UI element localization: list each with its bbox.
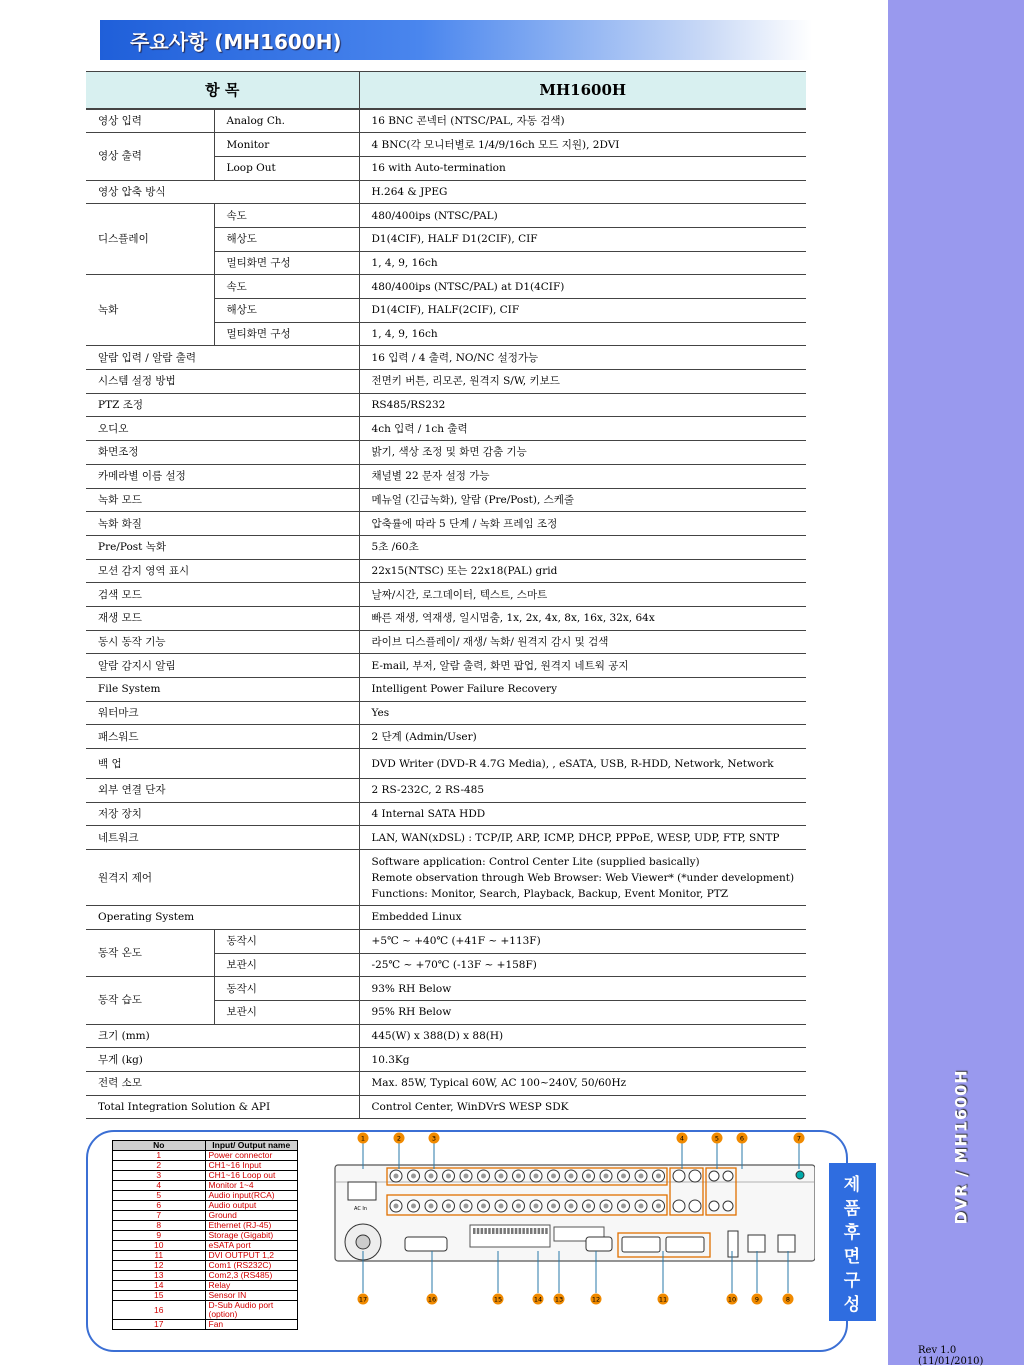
io-no: 11	[113, 1251, 206, 1261]
spec-row	[86, 393, 806, 417]
io-no: 5	[113, 1191, 206, 1201]
bnc-monitor	[673, 1170, 685, 1182]
spec-row	[86, 802, 806, 826]
spec-item: 원격지 제어	[86, 850, 359, 906]
spec-header-row	[86, 72, 806, 110]
spec-item: 알람 입력 / 알람 출력	[86, 346, 359, 370]
io-row	[113, 1171, 298, 1181]
io-row	[113, 1241, 298, 1251]
spec-value: RS485/RS232	[359, 393, 806, 417]
header-item: 항 목	[86, 72, 359, 110]
marker-label: 12	[591, 1295, 601, 1304]
spec-value: 1, 4, 9, 16ch	[359, 251, 806, 275]
bnc-loop-center	[621, 1204, 626, 1209]
bnc-input-center	[656, 1174, 661, 1179]
spec-value: 메뉴얼 (긴급녹화), 알람 (Pre/Post), 스케줄	[359, 488, 806, 512]
spec-value: +5℃ ~ +40℃ (+41F ~ +113F)	[359, 929, 806, 953]
marker-label: 17	[358, 1295, 368, 1304]
spec-subitem: Analog Ch.	[214, 109, 359, 133]
spec-row	[86, 109, 806, 133]
spec-item: 재생 모드	[86, 606, 359, 630]
io-name: Fan	[205, 1320, 298, 1330]
io-name: Com1 (RS232C)	[205, 1261, 298, 1271]
bnc-loop-center	[516, 1204, 521, 1209]
spec-item: 네트워크	[86, 826, 359, 850]
terminal-pin	[534, 1228, 537, 1234]
io-row	[113, 1320, 298, 1330]
io-row	[113, 1271, 298, 1281]
bnc-loop-center	[586, 1204, 591, 1209]
io-name: Power connector	[205, 1151, 298, 1161]
spec-row	[86, 441, 806, 465]
io-header-name: Input/ Output name	[205, 1141, 298, 1151]
spec-value: 날짜/시간, 로그데이터, 텍스트, 스마트	[359, 583, 806, 607]
marker-label: 6	[739, 1134, 745, 1143]
spec-value: 480/400ips (NTSC/PAL) at D1(4CIF)	[359, 275, 806, 299]
spec-row	[86, 906, 806, 930]
bnc-loop-center	[639, 1204, 644, 1209]
io-name: CH1~16 Loop out	[205, 1171, 298, 1181]
spec-row	[86, 977, 806, 1001]
spec-row	[86, 826, 806, 850]
terminal-pin	[526, 1228, 529, 1234]
io-no: 17	[113, 1320, 206, 1330]
spec-subitem: 해상도	[214, 227, 359, 251]
io-row	[113, 1261, 298, 1271]
spec-item: 디스플레이	[86, 204, 214, 275]
bnc-input-center	[586, 1174, 591, 1179]
io-row	[113, 1211, 298, 1221]
io-no: 8	[113, 1221, 206, 1231]
io-name: Storage (Gigabit)	[205, 1231, 298, 1241]
io-no: 9	[113, 1231, 206, 1241]
spec-value: Control Center, WinDVrS WESP SDK	[359, 1095, 806, 1119]
spec-item: 외부 연결 단자	[86, 779, 359, 803]
bnc-input-center	[639, 1174, 644, 1179]
terminal-pin	[481, 1228, 484, 1234]
io-no: 1	[113, 1151, 206, 1161]
spec-value: Intelligent Power Failure Recovery	[359, 678, 806, 702]
bnc-input-center	[394, 1174, 399, 1179]
header-model: MH1600H	[359, 72, 806, 110]
terminal-pin	[522, 1228, 525, 1234]
spec-subitem: Monitor	[214, 133, 359, 157]
spec-item: 패스워드	[86, 725, 359, 749]
io-no: 14	[113, 1281, 206, 1291]
spec-row	[86, 606, 806, 630]
io-no: 4	[113, 1181, 206, 1191]
ac-in-label: AC In	[354, 1206, 368, 1212]
io-row	[113, 1291, 298, 1301]
marker-label: 13	[554, 1295, 564, 1304]
spec-value: 4ch 입력 / 1ch 출력	[359, 417, 806, 441]
spec-value: D1(4CIF), HALF D1(2CIF), CIF	[359, 227, 806, 251]
bnc-loop-center	[411, 1204, 416, 1209]
spec-subitem: 멀티화면 구성	[214, 322, 359, 346]
spec-value: 채널별 22 문자 설정 가능	[359, 464, 806, 488]
ethernet-port	[778, 1235, 795, 1252]
dsub-audio	[405, 1237, 447, 1251]
spec-row	[86, 512, 806, 536]
io-no: 2	[113, 1161, 206, 1171]
spec-row	[86, 678, 806, 702]
spec-item: 동작 습도	[86, 977, 214, 1024]
spec-item: 녹화 모드	[86, 488, 359, 512]
spec-item: Operating System	[86, 906, 359, 930]
bnc-input-center	[604, 1174, 609, 1179]
spec-value: LAN, WAN(xDSL) : TCP/IP, ARP, ICMP, DHCP, PPPoE, WESP, UDP, FTP, SNTP	[359, 826, 806, 850]
spec-row	[86, 133, 806, 157]
spec-subitem: 해상도	[214, 299, 359, 323]
terminal-pin	[488, 1228, 491, 1234]
rca-audio	[723, 1171, 733, 1181]
io-row	[113, 1161, 298, 1171]
io-name: Monitor 1~4	[205, 1181, 298, 1191]
rear-panel-diagram	[330, 1127, 815, 1305]
revision-label: Rev 1.0 (11/01/2010)	[918, 1345, 984, 1367]
bnc-loop-center	[464, 1204, 469, 1209]
spec-value: -25℃ ~ +70℃ (-13F ~ +158F)	[359, 953, 806, 977]
page-title: 주요사항 (MH1600H)	[130, 30, 342, 54]
spec-row	[86, 370, 806, 394]
io-row	[113, 1301, 298, 1320]
terminal-pin	[507, 1228, 510, 1234]
spec-value: 22x15(NTSC) 또는 22x18(PAL) grid	[359, 559, 806, 583]
spec-row	[86, 180, 806, 204]
spec-item: PTZ 조정	[86, 393, 359, 417]
spec-value: Max. 85W, Typical 60W, AC 100~240V, 50/60Hz	[359, 1071, 806, 1095]
dvi-port	[622, 1237, 660, 1252]
spec-row	[86, 1095, 806, 1119]
spec-item: Pre/Post 녹화	[86, 535, 359, 559]
spec-subitem: 속도	[214, 275, 359, 299]
spec-table	[86, 71, 806, 1119]
terminal-pin	[511, 1228, 514, 1234]
spec-value: 전면키 버튼, 리모콘, 원격지 S/W, 키보드	[359, 370, 806, 394]
spec-subitem: Loop Out	[214, 156, 359, 180]
spec-value-line: Functions: Monitor, Search, Playback, Backup, Event Monitor, PTZ	[371, 887, 729, 900]
io-name: Ethernet (RJ-45)	[205, 1221, 298, 1231]
spec-value: 10.3Kg	[359, 1048, 806, 1072]
io-name: eSATA port	[205, 1241, 298, 1251]
io-no: 13	[113, 1271, 206, 1281]
io-name: Ground	[205, 1211, 298, 1221]
io-name: D-Sub Audio port (option)	[205, 1301, 298, 1320]
marker-label: 10	[727, 1295, 737, 1304]
bnc-input-center	[499, 1174, 504, 1179]
spec-value: 라이브 디스플레이/ 재생/ 녹화/ 원격지 감시 및 검색	[359, 630, 806, 654]
spec-item: 동작 온도	[86, 929, 214, 976]
marker-label: 1	[360, 1134, 366, 1143]
io-no: 3	[113, 1171, 206, 1181]
spec-value: Embedded Linux	[359, 906, 806, 930]
spec-item: 화면조정	[86, 441, 359, 465]
spec-row	[86, 204, 806, 228]
spec-value: 93% RH Below	[359, 977, 806, 1001]
spec-value: Yes	[359, 701, 806, 725]
bnc-input-center	[516, 1174, 521, 1179]
terminal-pin	[492, 1228, 495, 1234]
io-name: CH1~16 Input	[205, 1161, 298, 1171]
storage-port	[748, 1235, 765, 1252]
spec-row	[86, 559, 806, 583]
spec-row	[86, 1071, 806, 1095]
bnc-input-center	[464, 1174, 469, 1179]
spec-item: 녹화	[86, 275, 214, 346]
spec-subitem: 멀티화면 구성	[214, 251, 359, 275]
bnc-input-center	[621, 1174, 626, 1179]
spec-value: 압축률에 따라 5 단계 / 녹화 프레임 조정	[359, 512, 806, 536]
io-name: Relay	[205, 1281, 298, 1291]
dvi-port	[666, 1237, 704, 1252]
spec-value: 밝기, 색상 조정 및 화면 감춤 기능	[359, 441, 806, 465]
spec-value	[359, 850, 806, 906]
io-table	[112, 1140, 298, 1330]
bnc-loop-center	[394, 1204, 399, 1209]
spec-subitem: 보관시	[214, 1000, 359, 1024]
bnc-loop-center	[499, 1204, 504, 1209]
bnc-loop-center	[551, 1204, 556, 1209]
spec-value: 480/400ips (NTSC/PAL)	[359, 204, 806, 228]
rca-audio	[709, 1201, 719, 1211]
spec-subitem: 동작시	[214, 977, 359, 1001]
spec-row	[86, 779, 806, 803]
spec-item: 오디오	[86, 417, 359, 441]
marker-label: 9	[754, 1295, 760, 1304]
spec-row	[86, 630, 806, 654]
spec-row	[86, 346, 806, 370]
marker-label: 5	[714, 1134, 720, 1143]
spec-item: 무게 (kg)	[86, 1048, 359, 1072]
io-row	[113, 1281, 298, 1291]
marker-label: 7	[796, 1134, 802, 1143]
spec-value: D1(4CIF), HALF(2CIF), CIF	[359, 299, 806, 323]
bnc-input-center	[446, 1174, 451, 1179]
fan-hub	[356, 1235, 370, 1249]
marker-label: 15	[493, 1295, 503, 1304]
spec-subitem: 동작시	[214, 929, 359, 953]
terminal-pin	[541, 1228, 544, 1234]
terminal-pin	[503, 1228, 506, 1234]
terminal-pin	[473, 1228, 476, 1234]
bnc-input-center	[534, 1174, 539, 1179]
spec-item: 영상 압축 방식	[86, 180, 359, 204]
io-row	[113, 1251, 298, 1261]
spec-row	[86, 1048, 806, 1072]
spec-row	[86, 464, 806, 488]
spec-value: 5초 /60초	[359, 535, 806, 559]
bnc-loop-center	[446, 1204, 451, 1209]
spec-row	[86, 488, 806, 512]
marker-label: 2	[396, 1134, 402, 1143]
bnc-loop-center	[429, 1204, 434, 1209]
spec-value: 16 with Auto-termination	[359, 156, 806, 180]
io-name: Audio output	[205, 1201, 298, 1211]
spec-row	[86, 417, 806, 441]
product-tab	[829, 1163, 876, 1321]
terminal-pin	[484, 1228, 487, 1234]
spec-item: 검색 모드	[86, 583, 359, 607]
rca-audio	[709, 1171, 719, 1181]
terminal-pin	[538, 1228, 541, 1234]
spec-value: 4 Internal SATA HDD	[359, 802, 806, 826]
io-row	[113, 1181, 298, 1191]
spec-row	[86, 654, 806, 678]
spec-item: 저장 장치	[86, 802, 359, 826]
spec-value: 445(W) x 388(D) x 88(H)	[359, 1024, 806, 1048]
io-no: 6	[113, 1201, 206, 1211]
spec-row	[86, 583, 806, 607]
spec-value: 빠른 재생, 역재생, 일시멈춤, 1x, 2x, 4x, 8x, 16x, 32x, 64x	[359, 606, 806, 630]
spec-value: DVD Writer (DVD-R 4.7G Media), , eSATA, USB, R-HDD, Network, Network	[359, 749, 806, 779]
terminal-pin	[496, 1228, 499, 1234]
title-bar	[100, 20, 812, 60]
io-header-no: No	[113, 1141, 206, 1151]
spec-value: 2 단계 (Admin/User)	[359, 725, 806, 749]
bnc-loop-center	[481, 1204, 486, 1209]
spec-value-line: Software application: Control Center Lite (supplied basically)	[371, 855, 700, 868]
bnc-monitor	[673, 1200, 685, 1212]
spec-item: File System	[86, 678, 359, 702]
spec-item: 크기 (mm)	[86, 1024, 359, 1048]
spec-row	[86, 535, 806, 559]
io-no: 10	[113, 1241, 206, 1251]
marker-label: 16	[427, 1295, 437, 1304]
spec-item: 영상 출력	[86, 133, 214, 180]
spec-item: 워터마크	[86, 701, 359, 725]
terminal-pin	[500, 1228, 503, 1234]
terminal-pin	[519, 1228, 522, 1234]
io-no: 12	[113, 1261, 206, 1271]
spec-item: 녹화 화질	[86, 512, 359, 536]
io-name: Audio input(RCA)	[205, 1191, 298, 1201]
spec-subitem: 보관시	[214, 953, 359, 977]
terminal-pin	[530, 1228, 533, 1234]
terminal-pin	[515, 1228, 518, 1234]
io-no: 7	[113, 1211, 206, 1221]
ground	[796, 1171, 804, 1179]
spec-item: 백 업	[86, 749, 359, 779]
bnc-monitor	[689, 1170, 701, 1182]
spec-value-line: Remote observation through Web Browser: Web Viewer* (*under development)	[371, 871, 795, 884]
bnc-input-center	[569, 1174, 574, 1179]
spec-subitem: 속도	[214, 204, 359, 228]
io-no: 15	[113, 1291, 206, 1301]
bnc-loop-center	[604, 1204, 609, 1209]
marker-label: 14	[533, 1295, 543, 1304]
power-connector	[348, 1182, 376, 1200]
terminal-pin	[545, 1228, 548, 1234]
spec-value: 16 입력 / 4 출력, NO/NC 설정가능	[359, 346, 806, 370]
spec-value: 95% RH Below	[359, 1000, 806, 1024]
spec-item: 전력 소모	[86, 1071, 359, 1095]
spec-row	[86, 701, 806, 725]
spec-value: 4 BNC(각 모니터별로 1/4/9/16ch 모드 지원), 2DVI	[359, 133, 806, 157]
io-name: Sensor IN	[205, 1291, 298, 1301]
spec-value: 16 BNC 콘넥터 (NTSC/PAL, 자동 검색)	[359, 109, 806, 133]
spec-value: 2 RS-232C, 2 RS-485	[359, 779, 806, 803]
spec-item: 영상 입력	[86, 109, 214, 133]
marker-label: 8	[785, 1295, 791, 1304]
spec-value: H.264 & JPEG	[359, 180, 806, 204]
product-tab-label: 제품 후면 구성	[843, 1175, 861, 1315]
bnc-input-center	[411, 1174, 416, 1179]
bnc-monitor	[689, 1200, 701, 1212]
terminal-pin	[477, 1228, 480, 1234]
spec-item: Total Integration Solution & API	[86, 1095, 359, 1119]
marker-label: 3	[431, 1134, 437, 1143]
spec-item: 카메라별 이름 설정	[86, 464, 359, 488]
io-row	[113, 1201, 298, 1211]
io-row	[113, 1231, 298, 1241]
marker-label: 11	[658, 1295, 668, 1304]
bnc-loop-center	[534, 1204, 539, 1209]
spec-item: 동시 동작 기능	[86, 630, 359, 654]
spec-value: E-mail, 부저, 알람 출력, 화면 팝업, 원격지 네트웍 공지	[359, 654, 806, 678]
spec-item: 모션 감지 영역 표시	[86, 559, 359, 583]
io-name: Com2,3 (RS485)	[205, 1271, 298, 1281]
bnc-loop-center	[569, 1204, 574, 1209]
bnc-input-center	[429, 1174, 434, 1179]
rca-audio	[723, 1201, 733, 1211]
spec-row	[86, 749, 806, 779]
spec-row	[86, 1024, 806, 1048]
io-row	[113, 1191, 298, 1201]
bnc-input-center	[551, 1174, 556, 1179]
io-row	[113, 1221, 298, 1231]
spec-value: 1, 4, 9, 16ch	[359, 322, 806, 346]
io-no: 16	[113, 1301, 206, 1320]
sidebar-brand: DVR / MH1600H	[951, 1069, 971, 1225]
bnc-loop-center	[656, 1204, 661, 1209]
esata-port	[728, 1231, 738, 1257]
spec-row	[86, 725, 806, 749]
io-row	[113, 1151, 298, 1161]
spec-item: 알람 감지시 알림	[86, 654, 359, 678]
io-name: DVI OUTPUT 1,2	[205, 1251, 298, 1261]
bnc-input-center	[481, 1174, 486, 1179]
spec-row	[86, 850, 806, 906]
com-port	[586, 1237, 612, 1251]
spec-row	[86, 275, 806, 299]
spec-item: 시스템 설정 방법	[86, 370, 359, 394]
marker-label: 4	[679, 1134, 685, 1143]
spec-row	[86, 929, 806, 953]
